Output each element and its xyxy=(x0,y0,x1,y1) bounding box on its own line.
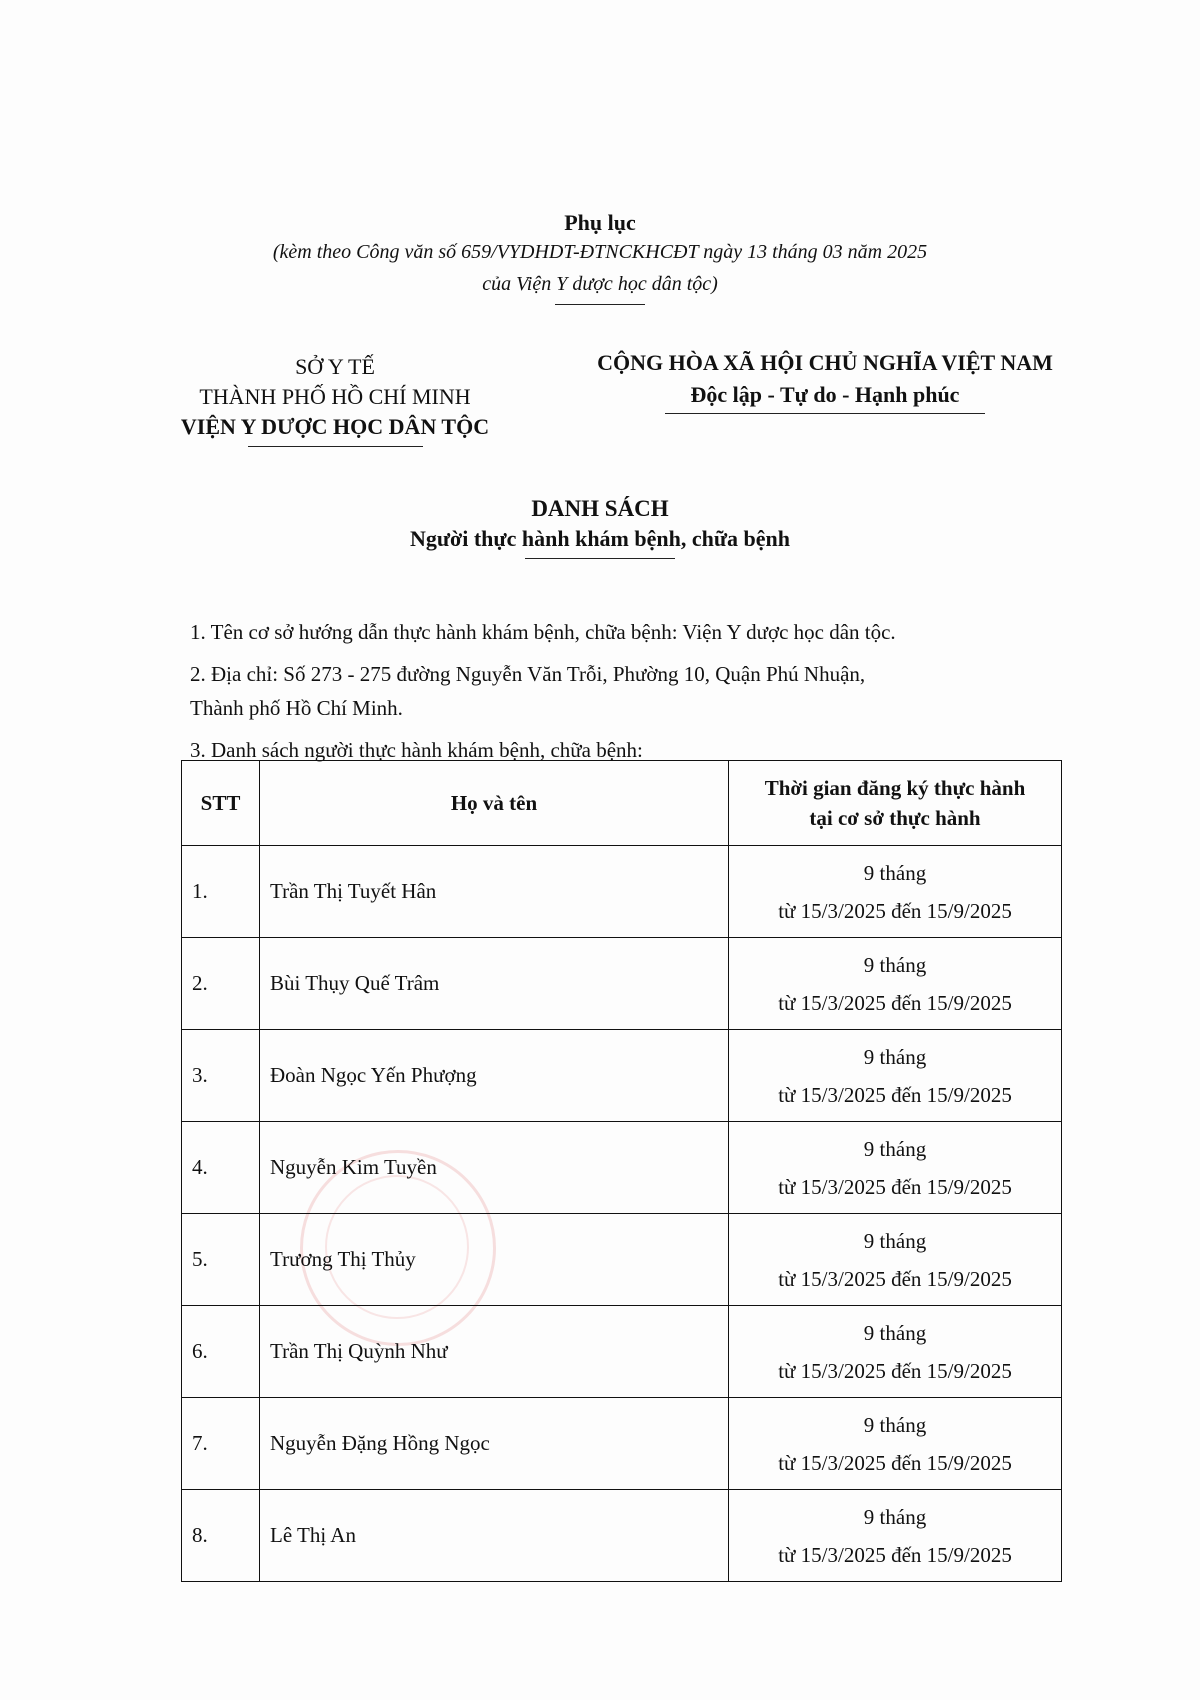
authority-line2: THÀNH PHỐ HỒ CHÍ MINH xyxy=(199,384,471,409)
appendix-title: Phụ lục xyxy=(564,210,636,235)
table-row xyxy=(182,1306,1062,1398)
document-title xyxy=(0,496,1200,559)
republic-name: CỘNG HÒA XÃ HỘI CHỦ NGHĨA VIỆT NAM xyxy=(597,350,1053,375)
appendix-subtitle-line2: của Viện Y dược học dân tộc) xyxy=(482,273,718,295)
header-period-line1: Thời gian đăng ký thực hành xyxy=(764,776,1026,800)
table-row xyxy=(182,1122,1062,1214)
row-period xyxy=(729,1030,1062,1122)
row-stt: 4. xyxy=(182,1122,260,1214)
header-stt: STT xyxy=(182,761,260,846)
row-stt: 5. xyxy=(182,1214,260,1306)
info-item-2 xyxy=(190,657,1050,725)
authority-line1: SỞ Y TẾ xyxy=(295,354,375,379)
row-range: từ 15/3/2025 đến 15/9/2025 xyxy=(778,1358,1012,1383)
motto: Độc lập - Tự do - Hạnh phúc xyxy=(690,382,960,407)
row-stt: 8. xyxy=(182,1490,260,1582)
row-stt: 3. xyxy=(182,1030,260,1122)
row-name: Nguyễn Đặng Hồng Ngọc xyxy=(260,1398,729,1490)
row-duration: 9 tháng xyxy=(863,1320,927,1345)
table-row xyxy=(182,938,1062,1030)
practitioner-table xyxy=(181,760,1062,1582)
info-item-3: 3. Danh sách người thực hành khám bệnh, chữa bệnh: xyxy=(190,738,643,762)
row-duration: 9 tháng xyxy=(863,860,927,885)
info-item-1: 1. Tên cơ sở hướng dẫn thực hành khám bệnh, chữa bệnh: Viện Y dược học dân tộc. xyxy=(190,620,896,644)
table-row xyxy=(182,1398,1062,1490)
info-item-2-line2: Thành phố Hồ Chí Minh. xyxy=(190,696,403,720)
row-period xyxy=(729,846,1062,938)
row-period xyxy=(729,1214,1062,1306)
info-section xyxy=(190,615,1050,775)
row-stt: 1. xyxy=(182,846,260,938)
row-name: Bùi Thụy Quế Trâm xyxy=(260,938,729,1030)
row-duration: 9 tháng xyxy=(863,1504,927,1529)
row-range: từ 15/3/2025 đến 15/9/2025 xyxy=(778,1542,1012,1567)
header-name: Họ và tên xyxy=(260,761,729,846)
row-period xyxy=(729,1490,1062,1582)
table-row xyxy=(182,1214,1062,1306)
authority-underline xyxy=(248,446,423,447)
document-title-sub: Người thực hành khám bệnh, chữa bệnh xyxy=(409,526,791,551)
authority-line3: VIỆN Y DƯỢC HỌC DÂN TỘC xyxy=(180,414,490,439)
row-name: Lê Thị An xyxy=(260,1490,729,1582)
row-period xyxy=(729,938,1062,1030)
row-duration: 9 tháng xyxy=(863,1228,927,1253)
appendix-underline xyxy=(555,304,645,305)
row-name: Trần Thị Quỳnh Như xyxy=(260,1306,729,1398)
row-duration: 9 tháng xyxy=(863,1044,927,1069)
row-range: từ 15/3/2025 đến 15/9/2025 xyxy=(778,898,1012,923)
table-header-row xyxy=(182,761,1062,846)
appendix-heading xyxy=(0,210,1200,305)
row-range: từ 15/3/2025 đến 15/9/2025 xyxy=(778,1082,1012,1107)
national-motto xyxy=(560,347,1090,414)
header-period xyxy=(729,761,1062,846)
row-range: từ 15/3/2025 đến 15/9/2025 xyxy=(778,1174,1012,1199)
row-range: từ 15/3/2025 đến 15/9/2025 xyxy=(778,990,1012,1015)
row-stt: 6. xyxy=(182,1306,260,1398)
row-period xyxy=(729,1398,1062,1490)
issuing-authority xyxy=(150,352,520,447)
document-title-underline xyxy=(525,558,675,559)
row-name: Nguyễn Kim Tuyền xyxy=(260,1122,729,1214)
table-row xyxy=(182,1030,1062,1122)
row-duration: 9 tháng xyxy=(863,1412,927,1437)
row-name: Trương Thị Thủy xyxy=(260,1214,729,1306)
header-period-line2: tại cơ sở thực hành xyxy=(809,806,981,830)
row-range: từ 15/3/2025 đến 15/9/2025 xyxy=(778,1266,1012,1291)
table-row xyxy=(182,846,1062,938)
row-range: từ 15/3/2025 đến 15/9/2025 xyxy=(778,1450,1012,1475)
motto-underline xyxy=(665,413,985,414)
row-name: Đoàn Ngọc Yến Phượng xyxy=(260,1030,729,1122)
document-title-main: DANH SÁCH xyxy=(531,496,669,521)
row-duration: 9 tháng xyxy=(863,1136,927,1161)
row-name: Trần Thị Tuyết Hân xyxy=(260,846,729,938)
row-stt: 2. xyxy=(182,938,260,1030)
info-item-2-line1: 2. Địa chỉ: Số 273 - 275 đường Nguyễn Văn Trỗi, Phường 10, Quận Phú Nhuận, xyxy=(190,662,866,686)
appendix-subtitle-line1: (kèm theo Công văn số 659/VYDHDT-ĐTNCKHCĐT ngày 13 tháng 03 năm 2025 xyxy=(272,241,928,263)
row-period xyxy=(729,1306,1062,1398)
row-period xyxy=(729,1122,1062,1214)
table-row xyxy=(182,1490,1062,1582)
row-stt: 7. xyxy=(182,1398,260,1490)
row-duration: 9 tháng xyxy=(863,952,927,977)
